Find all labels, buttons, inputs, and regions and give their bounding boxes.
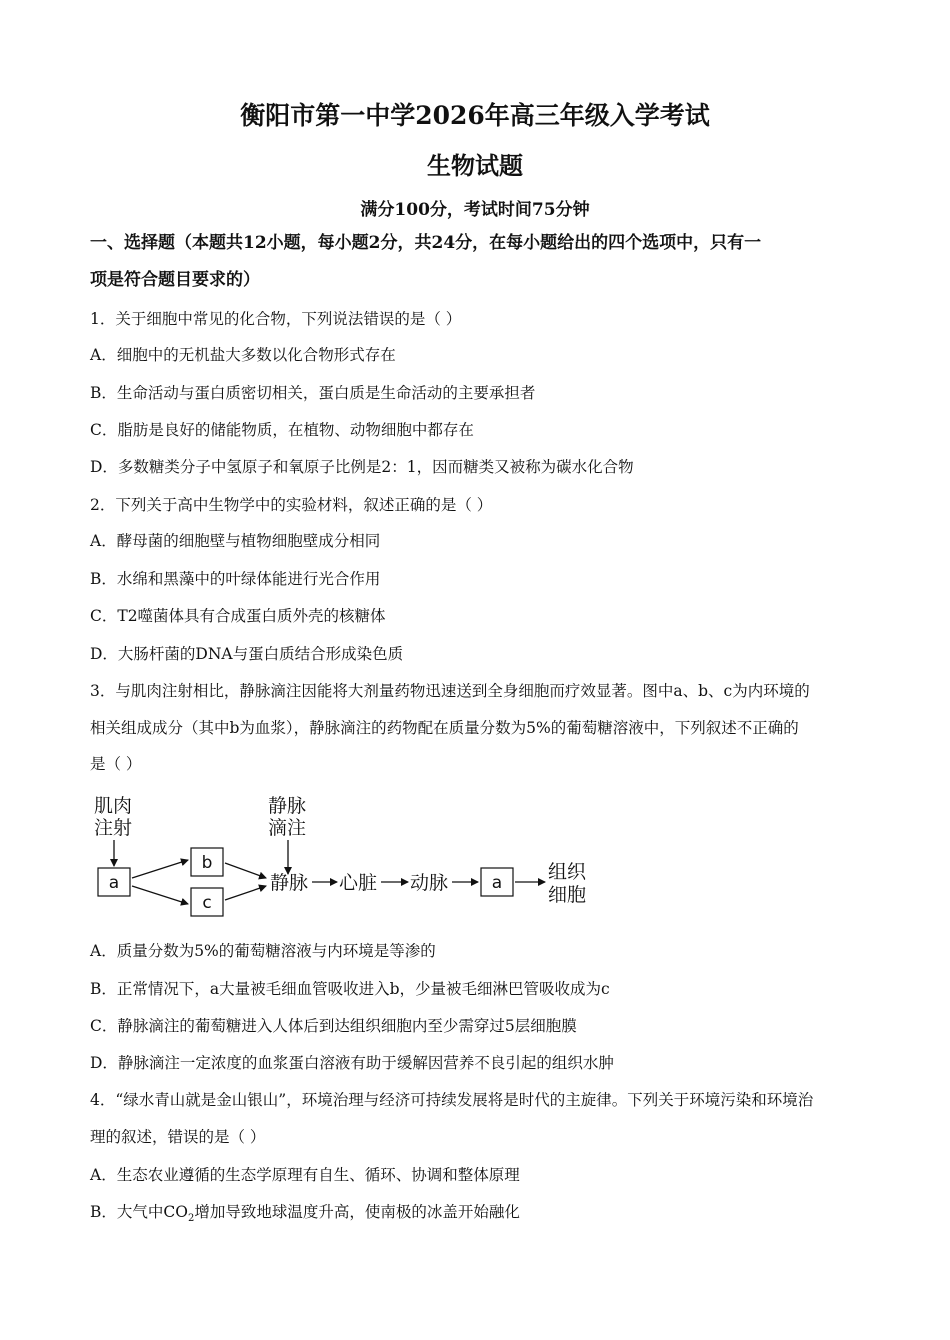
iv-drip-label-1: 静脉 xyxy=(268,795,307,817)
exam-title: 衡阳市第一中学2026年高三年级入学考试 xyxy=(240,101,710,130)
q1-option-c: C．脂肪是良好的储能物质，在植物、动物细胞中都存在 xyxy=(90,421,474,439)
tissue-cell-label-2: 细胞 xyxy=(548,884,587,906)
arrow-a-to-c xyxy=(132,886,188,904)
exam-info: 满分100分，考试时间75分钟 xyxy=(360,200,590,220)
muscle-injection-label-2: 注射 xyxy=(94,817,133,839)
q3-stem-line2: 相关组成成分（其中b为血浆），静脉滴注的药物配在质量分数为5%的葡萄糖溶液中，下列叙述不正确的 xyxy=(90,719,799,737)
q4-option-b-subscript: 2 xyxy=(187,1213,195,1225)
q2-option-a: A．酵母菌的细胞壁与植物细胞壁成分相同 xyxy=(90,532,381,550)
q1-option-d: D．多数糖类分子中氢原子和氧原子比例是2：1，因而糖类又被称为碳水化合物 xyxy=(90,458,634,476)
q3-option-a: A．质量分数为5%的葡萄糖溶液与内环境是等渗的 xyxy=(90,942,436,960)
arrow-a-to-b xyxy=(132,860,188,878)
heart-label: 心脏 xyxy=(339,872,378,894)
vein-label: 静脉 xyxy=(270,872,309,894)
q2-option-b: B．水绵和黑藻中的叶绿体能进行光合作用 xyxy=(90,570,381,588)
q4-option-b-post: 增加导致地球温度升高，使南极的冰盖开始融化 xyxy=(194,1203,520,1221)
arrow-b-to-vein xyxy=(225,863,266,878)
box-c-label: c xyxy=(202,893,212,913)
box-b-label: b xyxy=(201,853,213,873)
q2-stem: 2．下列关于高中生物学中的实验材料，叙述正确的是（ ） xyxy=(90,496,493,514)
q3-stem-line1: 3．与肌肉注射相比，静脉滴注因能将大剂量药物迅速送到全身细胞而疗效显著。图中a、b、c为内环境的 xyxy=(90,682,810,700)
arrow-c-to-vein xyxy=(225,886,266,900)
exam-subject: 生物试题 xyxy=(427,151,523,180)
circulation-diagram xyxy=(90,792,610,922)
q1-option-b: B．生命活动与蛋白质密切相关，蛋白质是生命活动的主要承担者 xyxy=(90,384,536,402)
q3-stem-line3: 是（ ） xyxy=(90,755,142,773)
q1-option-a: A．细胞中的无机盐大多数以化合物形式存在 xyxy=(90,346,396,364)
box-a-second-label: a xyxy=(491,873,503,893)
q4-option-b-pre: B．大气中CO xyxy=(90,1203,188,1221)
box-a-label: a xyxy=(108,873,120,893)
q4-option-b xyxy=(90,1202,520,1229)
q2-option-c: C．T2噬菌体具有合成蛋白质外壳的核糖体 xyxy=(90,607,386,625)
q4-stem-line2: 理的叙述，错误的是（ ） xyxy=(90,1128,266,1146)
q4-option-a: A．生态农业遵循的生态学原理有自生、循环、协调和整体原理 xyxy=(90,1166,520,1184)
q3-option-d: D．静脉滴注一定浓度的血浆蛋白溶液有助于缓解因营养不良引起的组织水肿 xyxy=(90,1054,614,1072)
tissue-cell-label-1: 组织 xyxy=(548,861,587,883)
section-heading-line2: 项是符合题目要求的） xyxy=(90,270,260,290)
q2-option-d: D．大肠杆菌的DNA与蛋白质结合形成染色质 xyxy=(90,645,404,663)
artery-label: 动脉 xyxy=(410,872,449,894)
muscle-injection-label-1: 肌肉 xyxy=(94,795,133,817)
q1-stem: 1．关于细胞中常见的化合物，下列说法错误的是（ ） xyxy=(90,310,462,328)
iv-drip-label-2: 滴注 xyxy=(268,817,307,839)
q4-stem-line1: 4．“绿水青山就是金山银山”，环境治理与经济可持续发展将是时代的主旋律。下列关于环境污染和环境治 xyxy=(90,1091,814,1109)
section-heading-line1: 一、选择题（本题共12小题，每小题2分，共24分，在每小题给出的四个选项中，只有一 xyxy=(90,233,762,253)
q3-option-c: C．静脉滴注的葡萄糖进入人体后到达组织细胞内至少需穿过5层细胞膜 xyxy=(90,1017,577,1035)
q3-option-b: B．正常情况下，a大量被毛细血管吸收进入b，少量被毛细淋巴管吸收成为c xyxy=(90,980,610,998)
